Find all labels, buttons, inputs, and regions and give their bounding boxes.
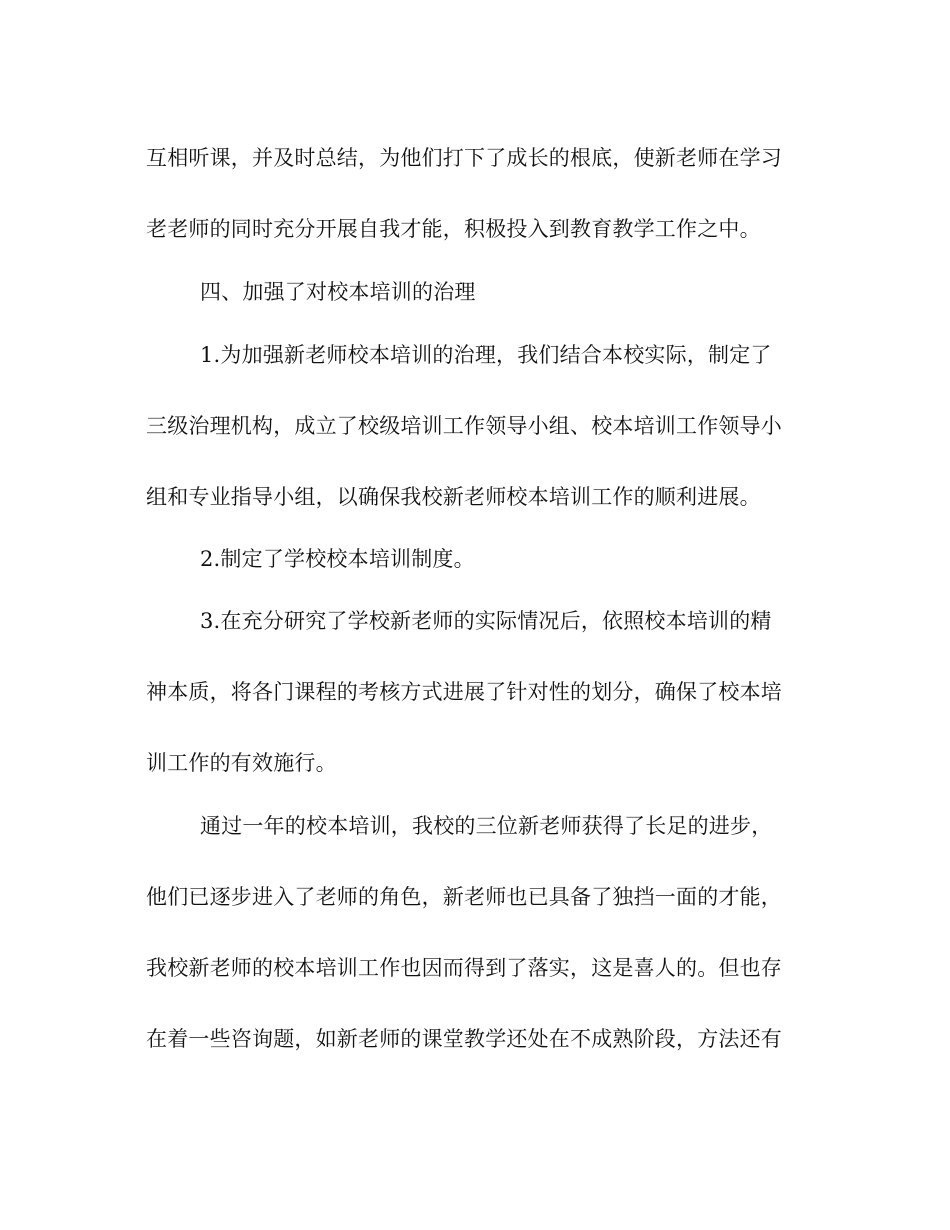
paragraph-line: 在着一些咨询题，如新老师的课堂教学还处在不成熟阶段，方法还有 <box>146 1027 782 1051</box>
paragraph-line: 训工作的有效施行。 <box>146 751 337 775</box>
paragraph-line: 通过一年的校本培训，我校的三位新老师获得了长足的进步， <box>200 814 773 838</box>
section-heading: 四、加强了对校本培训的治理 <box>200 280 476 304</box>
paragraph-line: 互相听课，并及时总结，为他们打下了成长的根底，使新老师在学习 <box>146 146 782 170</box>
paragraph-line: 2.制定了学校校本培训制度。 <box>200 547 475 571</box>
paragraph-line: 3.在充分研究了学校新老师的实际情况后，依照校本培训的精 <box>200 609 772 633</box>
paragraph-line: 1.为加强新老师校本培训的治理，我们结合本校实际，制定了 <box>200 343 772 367</box>
paragraph-line: 三级治理机构，成立了校级培训工作领导小组、校本培训工作领导小 <box>146 414 782 438</box>
paragraph-line: 他们已逐步进入了老师的角色，新老师也已具备了独挡一面的才能， <box>146 885 782 909</box>
paragraph-line: 老老师的同时充分开展自我才能，积极投入到教育教学工作之中。 <box>146 217 761 241</box>
paragraph-line: 神本质，将各门课程的考核方式进展了针对性的划分，确保了校本培 <box>146 680 782 704</box>
paragraph-line: 组和专业指导小组，以确保我校新老师校本培训工作的顺利进展。 <box>146 485 761 509</box>
paragraph-line: 我校新老师的校本培训工作也因而得到了落实，这是喜人的。但也存 <box>146 956 782 980</box>
